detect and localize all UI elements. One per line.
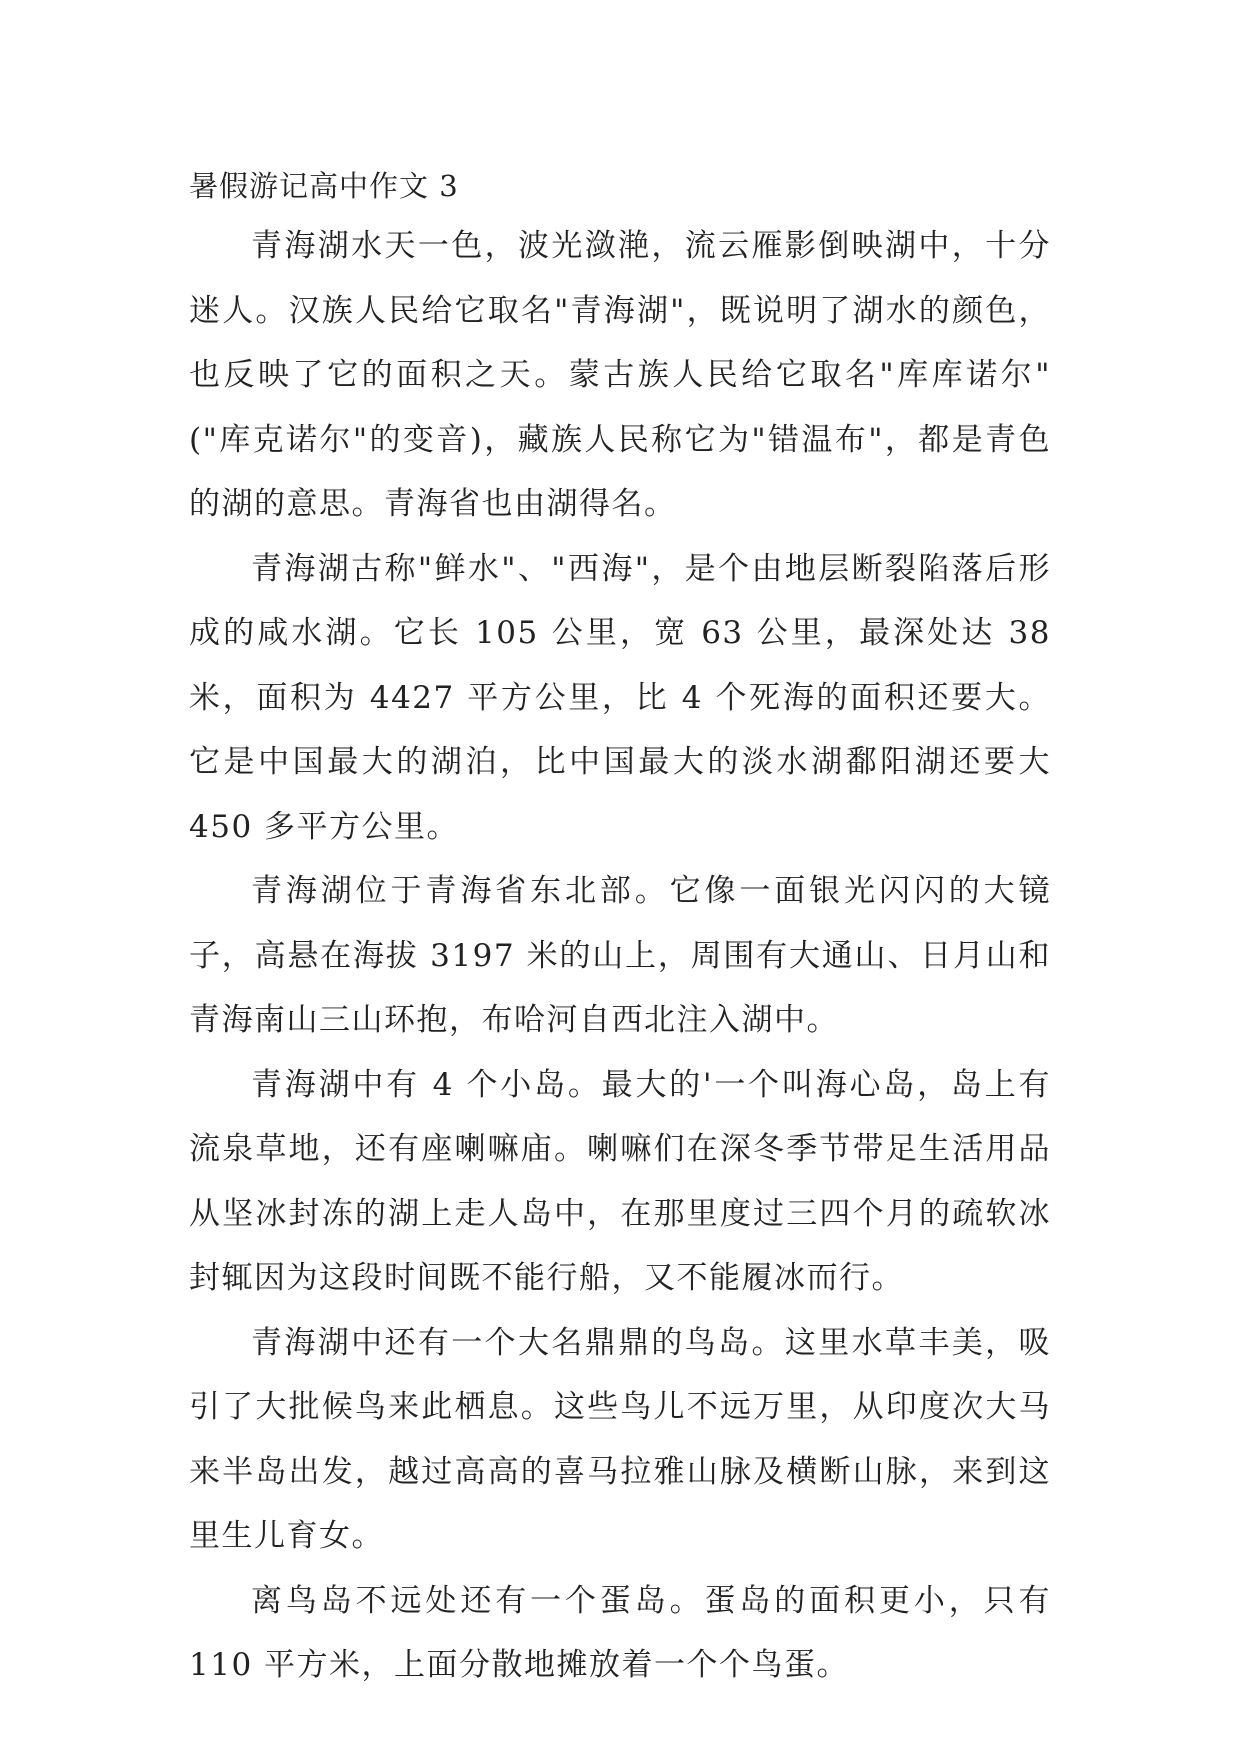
paragraph-5: 青海湖中还有一个大名鼎鼎的鸟岛。这里水草丰美，吸引了大批候鸟来此栖息。这些鸟儿不远万里，从印度次大马来半岛出发，越过高高的喜马拉雅山脉及横断山脉，来到这里生儿育女。 [189,1324,1051,1554]
document-page [189,158,1051,1718]
paragraph-3: 青海湖位于青海省东北部。它像一面银光闪闪的大镜子，高悬在海拔 3197 米的山上，周围有大通山、日月山和青海南山三山环抱，布哈河自西北注入湖中。 [189,873,1051,1038]
paragraph-6: 离鸟岛不远处还有一个蛋岛。蛋岛的面积更小，只有 110 平方米，上面分散地摊放着一个个鸟蛋。 [189,1582,1051,1683]
paragraph-1: 青海湖水天一色，波光潋滟，流云雁影倒映湖中，十分迷人。汉族人民给它取名"青海湖"，既说明了湖水的颜色，也反映了它的面积之天。蒙古族人民给它取名"库库诺尔"("库克诺尔"的变音)，藏族人民称它为"错温布"，都是青色的湖的意思。青海省也由湖得名。 [189,228,1051,522]
paragraph-2: 青海湖古称"鲜水"、"西海"，是个由地层断裂陷落后形成的咸水湖。它长 105 公里，宽 63 公里，最深处达 38 米，面积为 4427 平方公里，比 4 个死海的面积还要大。它是中国最大的湖泊，比中国最大的淡水湖鄱阳湖还要大 450 多平方公里。 [189,550,1051,845]
document-title: 暑假游记高中作文 3 [189,169,459,203]
paragraph-4: 青海湖中有 4 个小岛。最大的'一个叫海心岛，岛上有流泉草地，还有座喇嘛庙。喇嘛们在深冬季节带足生活用品从坚冰封冻的湖上走人岛中，在那里度过三四个月的疏软冰封辄因为这段时间既不能行船，又不能履冰而行。 [189,1066,1051,1296]
